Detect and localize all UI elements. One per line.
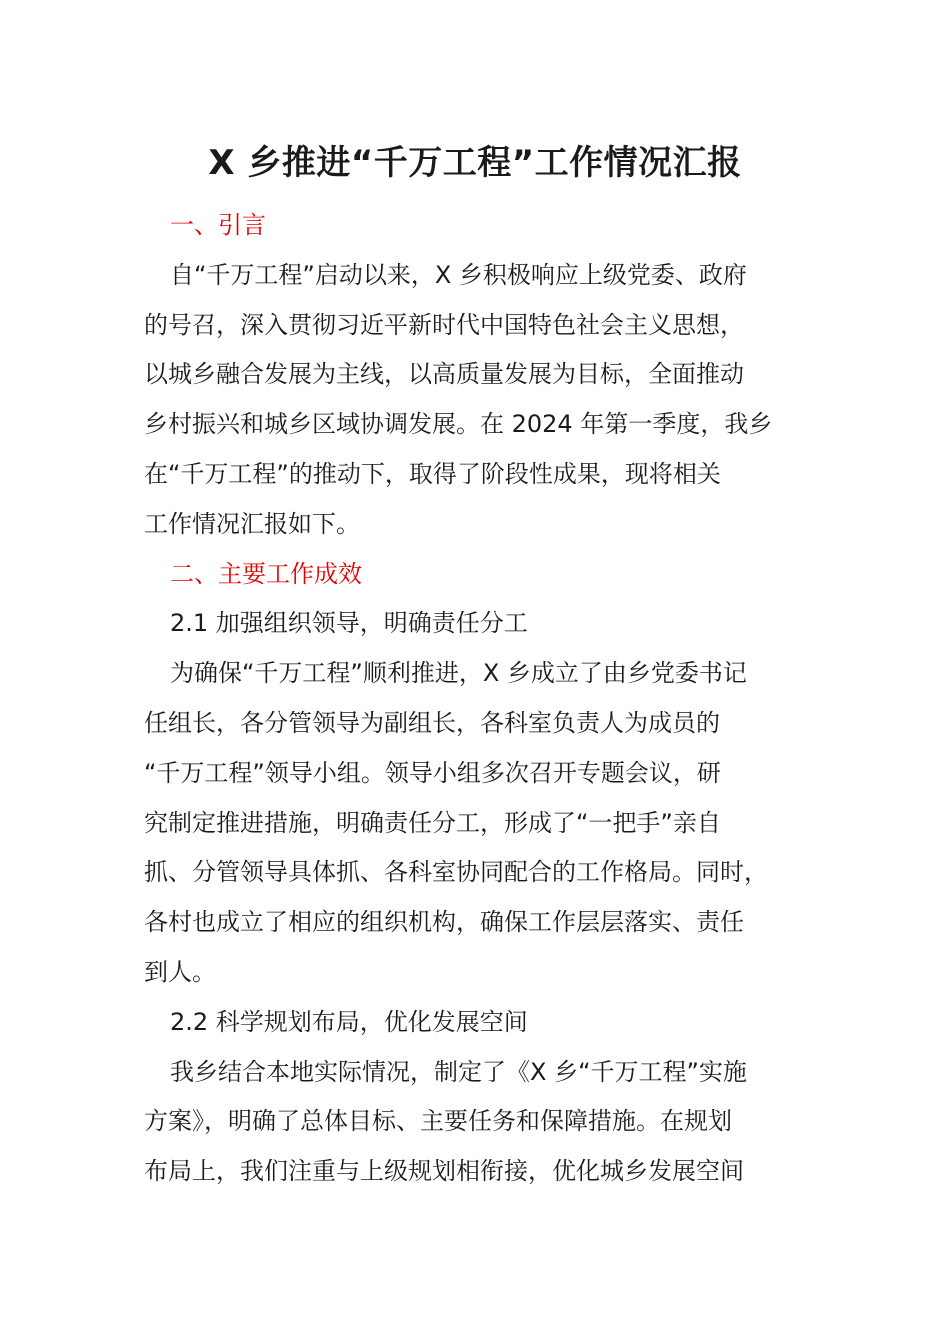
- paragraph-line: “千万工程”领导小组。领导小组多次召开专题会议，研: [144, 758, 721, 787]
- paragraph-line: 工作情况汇报如下。: [144, 509, 360, 538]
- paragraph-line: 方案》，明确了总体目标、主要任务和保障措施。在规划: [144, 1107, 732, 1136]
- subsection-heading-organization: 2.1 加强组织领导，明确责任分工: [170, 609, 528, 638]
- document-body: [144, 201, 808, 1197]
- document-title: X 乡推进“千万工程”工作情况汇报: [208, 143, 742, 183]
- paragraph-line: 为确保“千万工程”顺利推进，X 乡成立了由乡党委书记: [170, 659, 747, 688]
- subsection-heading-planning: 2.2 科学规划布局，优化发展空间: [170, 1007, 528, 1036]
- paragraph-line: 抓、分管领导具体抓、各科室协同配合的工作格局。同时，: [144, 858, 768, 887]
- paragraph-line: 各村也成立了相应的组织机构，确保工作层层落实、责任: [144, 908, 744, 937]
- paragraph-line: 在“千万工程”的推动下，取得了阶段性成果，现将相关: [144, 459, 721, 488]
- section-heading-intro: 一、引言: [170, 211, 266, 239]
- paragraph-line: 到人。: [144, 957, 216, 986]
- paragraph-line: 我乡结合本地实际情况，制定了《X 乡“千万工程”实施: [170, 1057, 747, 1086]
- paragraph-line: 的号召，深入贯彻习近平新时代中国特色社会主义思想，: [144, 310, 744, 339]
- paragraph-line: 乡村振兴和城乡区域协调发展。在 2024 年第一季度，我乡: [144, 410, 773, 439]
- paragraph-line: 布局上，我们注重与上级规划相衔接，优化城乡发展空间: [144, 1157, 744, 1186]
- section-heading-achievements: 二、主要工作成效: [170, 559, 362, 588]
- paragraph-line: 任组长，各分管领导为副组长，各科室负责人为成员的: [144, 708, 720, 737]
- paragraph-line: 究制定推进措施，明确责任分工，形成了“一把手”亲自: [144, 808, 721, 837]
- paragraph-line: 以城乡融合发展为主线，以高质量发展为目标，全面推动: [144, 360, 744, 389]
- paragraph-line: 自“千万工程”启动以来，X 乡积极响应上级党委、政府: [170, 260, 747, 289]
